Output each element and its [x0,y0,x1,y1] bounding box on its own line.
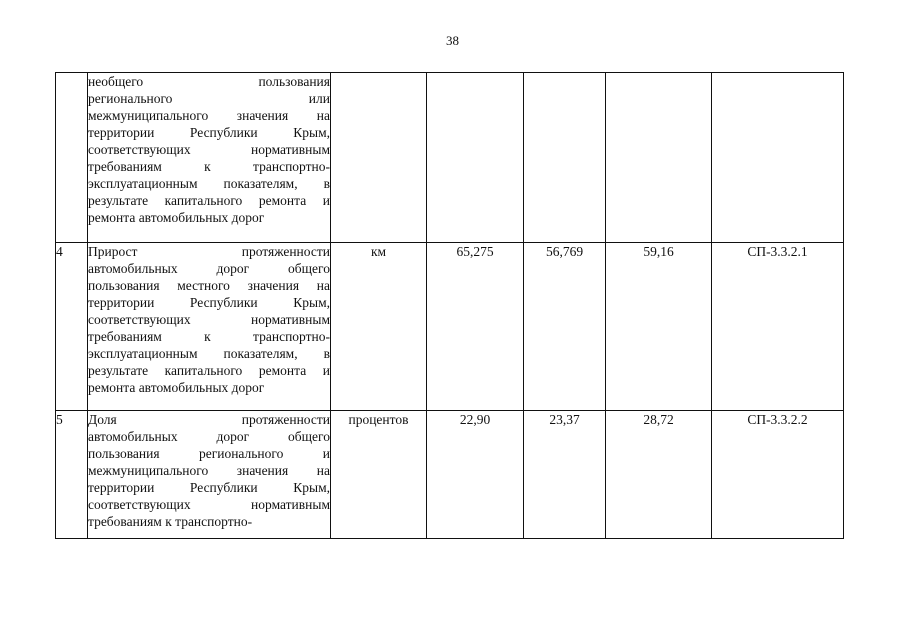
value-cell-1: 65,275 [427,243,524,411]
description-line: эксплуатационным показателям, в [88,346,330,361]
description-line: пользования местного значения на [88,278,330,293]
table-row [56,411,844,539]
row-number-cell: 5 [56,411,88,539]
indicators-table [55,72,844,539]
description-line: соответствующих нормативным [88,497,330,512]
code-cell [712,73,844,243]
description-line: межмуниципального значения на [88,463,330,478]
code-cell: СП-3.3.2.1 [712,243,844,411]
description-line: Доля протяженности [88,412,330,427]
description-line: межмуниципального значения на [88,108,330,123]
description-line: ремонта автомобильных дорог [88,210,265,225]
value-cell-1 [427,73,524,243]
description-line: требованиям к транспортно- [88,514,253,529]
unit-cell: процентов [331,411,427,539]
description-line: соответствующих нормативным [88,142,330,157]
description-line: необщего пользования [88,74,330,89]
description-line: требованиям к транспортно- [88,159,330,174]
description-line: ремонта автомобильных дорог [88,380,265,395]
description-line: требованиям к транспортно- [88,329,330,344]
value-cell-3 [606,73,712,243]
description-line: результате капитального ремонта и [88,193,330,208]
description-line: эксплуатационным показателям, в [88,176,330,191]
description-line: территории Республики Крым, [88,295,330,310]
indicator-description-cell [88,411,331,539]
value-cell-3: 28,72 [606,411,712,539]
description-line: результате капитального ремонта и [88,363,330,378]
code-cell: СП-3.3.2.2 [712,411,844,539]
table-row [56,243,844,411]
value-cell-2 [524,73,606,243]
description-line: автомобильных дорог общего [88,261,330,276]
row-number-cell [56,73,88,243]
description-line: соответствующих нормативным [88,312,330,327]
description-line: регионального или [88,91,330,106]
indicator-description-cell [88,243,331,411]
description-line: автомобильных дорог общего [88,429,330,444]
description-line: Прирост протяженности [88,244,330,259]
page-number: 38 [446,33,459,48]
indicator-description-cell [88,73,331,243]
row-number-cell: 4 [56,243,88,411]
unit-cell [331,73,427,243]
description-line: территории Республики Крым, [88,125,330,140]
value-cell-3: 59,16 [606,243,712,411]
description-line: территории Республики Крым, [88,480,330,495]
unit-cell: км [331,243,427,411]
value-cell-2: 56,769 [524,243,606,411]
description-line: пользования регионального и [88,446,330,461]
table-row [56,73,844,243]
value-cell-2: 23,37 [524,411,606,539]
value-cell-1: 22,90 [427,411,524,539]
